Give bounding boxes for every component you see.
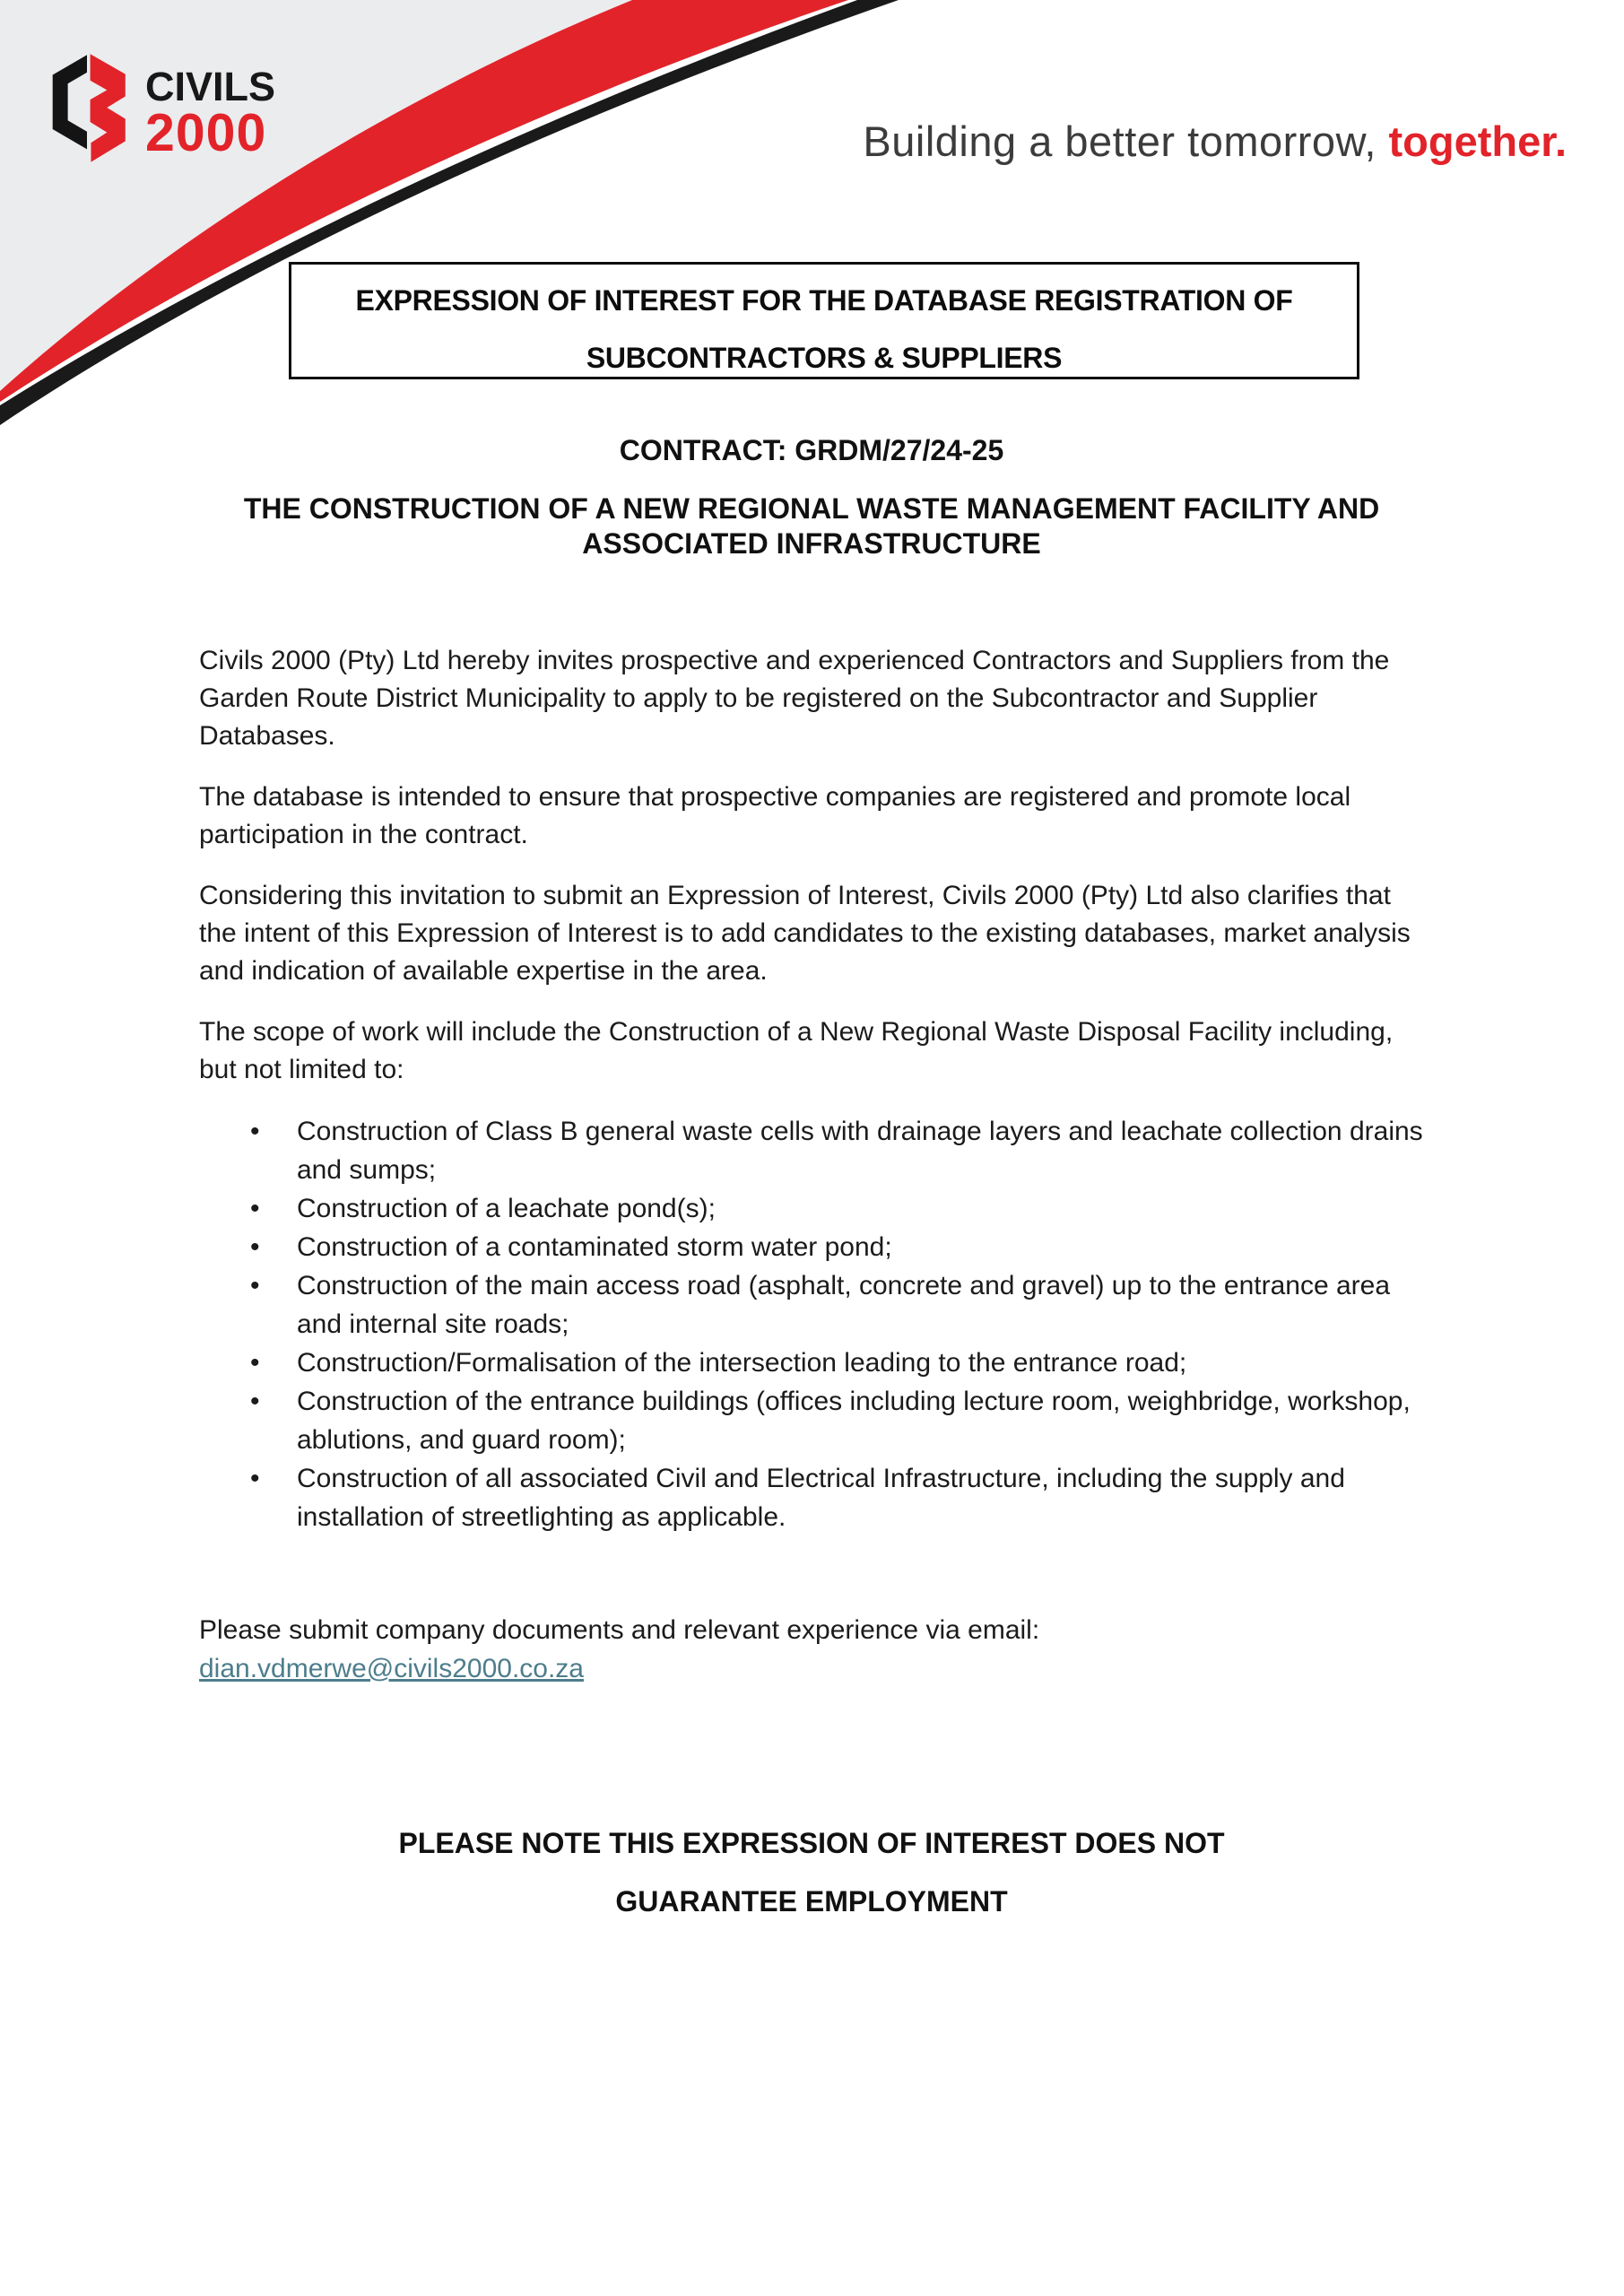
- list-item-text: Construction of all associated Civil and Electrical Infrastructure, including the supply and installation of streetlighting as applicable.: [297, 1464, 1345, 1532]
- paragraph-invitation: Civils 2000 (Pty) Ltd hereby invites prospective and experienced Contractors and Suppliers from the Garden Route District Municipality to apply to be registered on the Subcontractor and Supplier Databases.: [199, 646, 1390, 751]
- email-link[interactable]: dian.vdmerwe@civils2000.co.za: [199, 1654, 584, 1683]
- title-box: [289, 262, 1359, 379]
- company-logo: [43, 50, 275, 165]
- body-text: [199, 642, 1424, 1536]
- bullet-marker: •: [250, 1194, 260, 1223]
- list-item-text: Construction of the main access road (asphalt, concrete and gravel) up to the entrance area and internal site roads;: [297, 1271, 1391, 1339]
- title-line-2: SUBCONTRACTORS & SUPPLIERS: [586, 342, 1063, 374]
- list-item-text: Construction of Class B general waste cells with drainage layers and leachate collection drains and sumps;: [297, 1117, 1423, 1185]
- notice-line-2: GUARANTEE EMPLOYMENT: [615, 1885, 1008, 1918]
- logo-wordmark: [145, 50, 276, 162]
- notice: [199, 1826, 1424, 1919]
- bullet-marker: •: [250, 1348, 260, 1378]
- logo-text-2000: 2000: [145, 103, 267, 162]
- list-item-text: Construction of the entrance buildings (offices including lecture room, weighbridge, workshop, ablutions, and guard room);: [297, 1387, 1411, 1455]
- bullet-marker: •: [250, 1271, 260, 1300]
- list-item-text: Construction/Formalisation of the intersection leading to the entrance road;: [297, 1348, 1187, 1378]
- tagline: [863, 117, 1567, 166]
- list-item: [250, 1266, 1424, 1344]
- bullet-marker: •: [250, 1117, 260, 1146]
- tagline-emphasis: together.: [1388, 117, 1567, 165]
- paragraph-database-purpose: The database is intended to ensure that prospective companies are registered and promote local participation in the contract.: [199, 782, 1351, 849]
- submit-instruction: [199, 1611, 1424, 1688]
- civils2000-logo-icon: [43, 50, 131, 165]
- bullet-marker: •: [250, 1387, 260, 1416]
- paragraph-clarification: Considering this invitation to submit an Expression of Interest, Civils 2000 (Pty) Ltd also clarifies that the intent of this Expression of Interest is to add candidates to the existing databases, market analysis and indication of available expertise in the area.: [199, 881, 1411, 986]
- title-line-1: EXPRESSION OF INTEREST FOR THE DATABASE REGISTRATION OF: [355, 284, 1293, 317]
- contract-heading: CONTRACT: GRDM/27/24-25: [619, 434, 1004, 466]
- submit-text: Please submit company documents and relevant experience via email:: [199, 1615, 1040, 1645]
- project-heading: THE CONSTRUCTION OF A NEW REGIONAL WASTE MANAGEMENT FACILITY AND ASSOCIATED INFRASTRUCTURE: [243, 492, 1380, 560]
- paragraph-scope-intro: The scope of work will include the Construction of a New Regional Waste Disposal Facility including, but not limited to:: [199, 1017, 1394, 1084]
- list-item: [250, 1459, 1424, 1536]
- scope-list: [199, 1112, 1424, 1536]
- list-item-text: Construction of a contaminated storm water pond;: [297, 1232, 892, 1262]
- list-item: [250, 1382, 1424, 1459]
- tagline-prefix: Building a better tomorrow,: [863, 117, 1389, 165]
- list-item: [250, 1344, 1424, 1382]
- list-item: [250, 1112, 1424, 1189]
- list-item: [250, 1228, 1424, 1266]
- bullet-marker: •: [250, 1464, 260, 1493]
- bullet-marker: •: [250, 1232, 260, 1262]
- list-item-text: Construction of a leachate pond(s);: [297, 1194, 716, 1223]
- logo-text-civils: CIVILS: [145, 64, 276, 109]
- list-item: [250, 1189, 1424, 1228]
- notice-line-1: PLEASE NOTE THIS EXPRESSION OF INTEREST DOES NOT: [398, 1827, 1225, 1859]
